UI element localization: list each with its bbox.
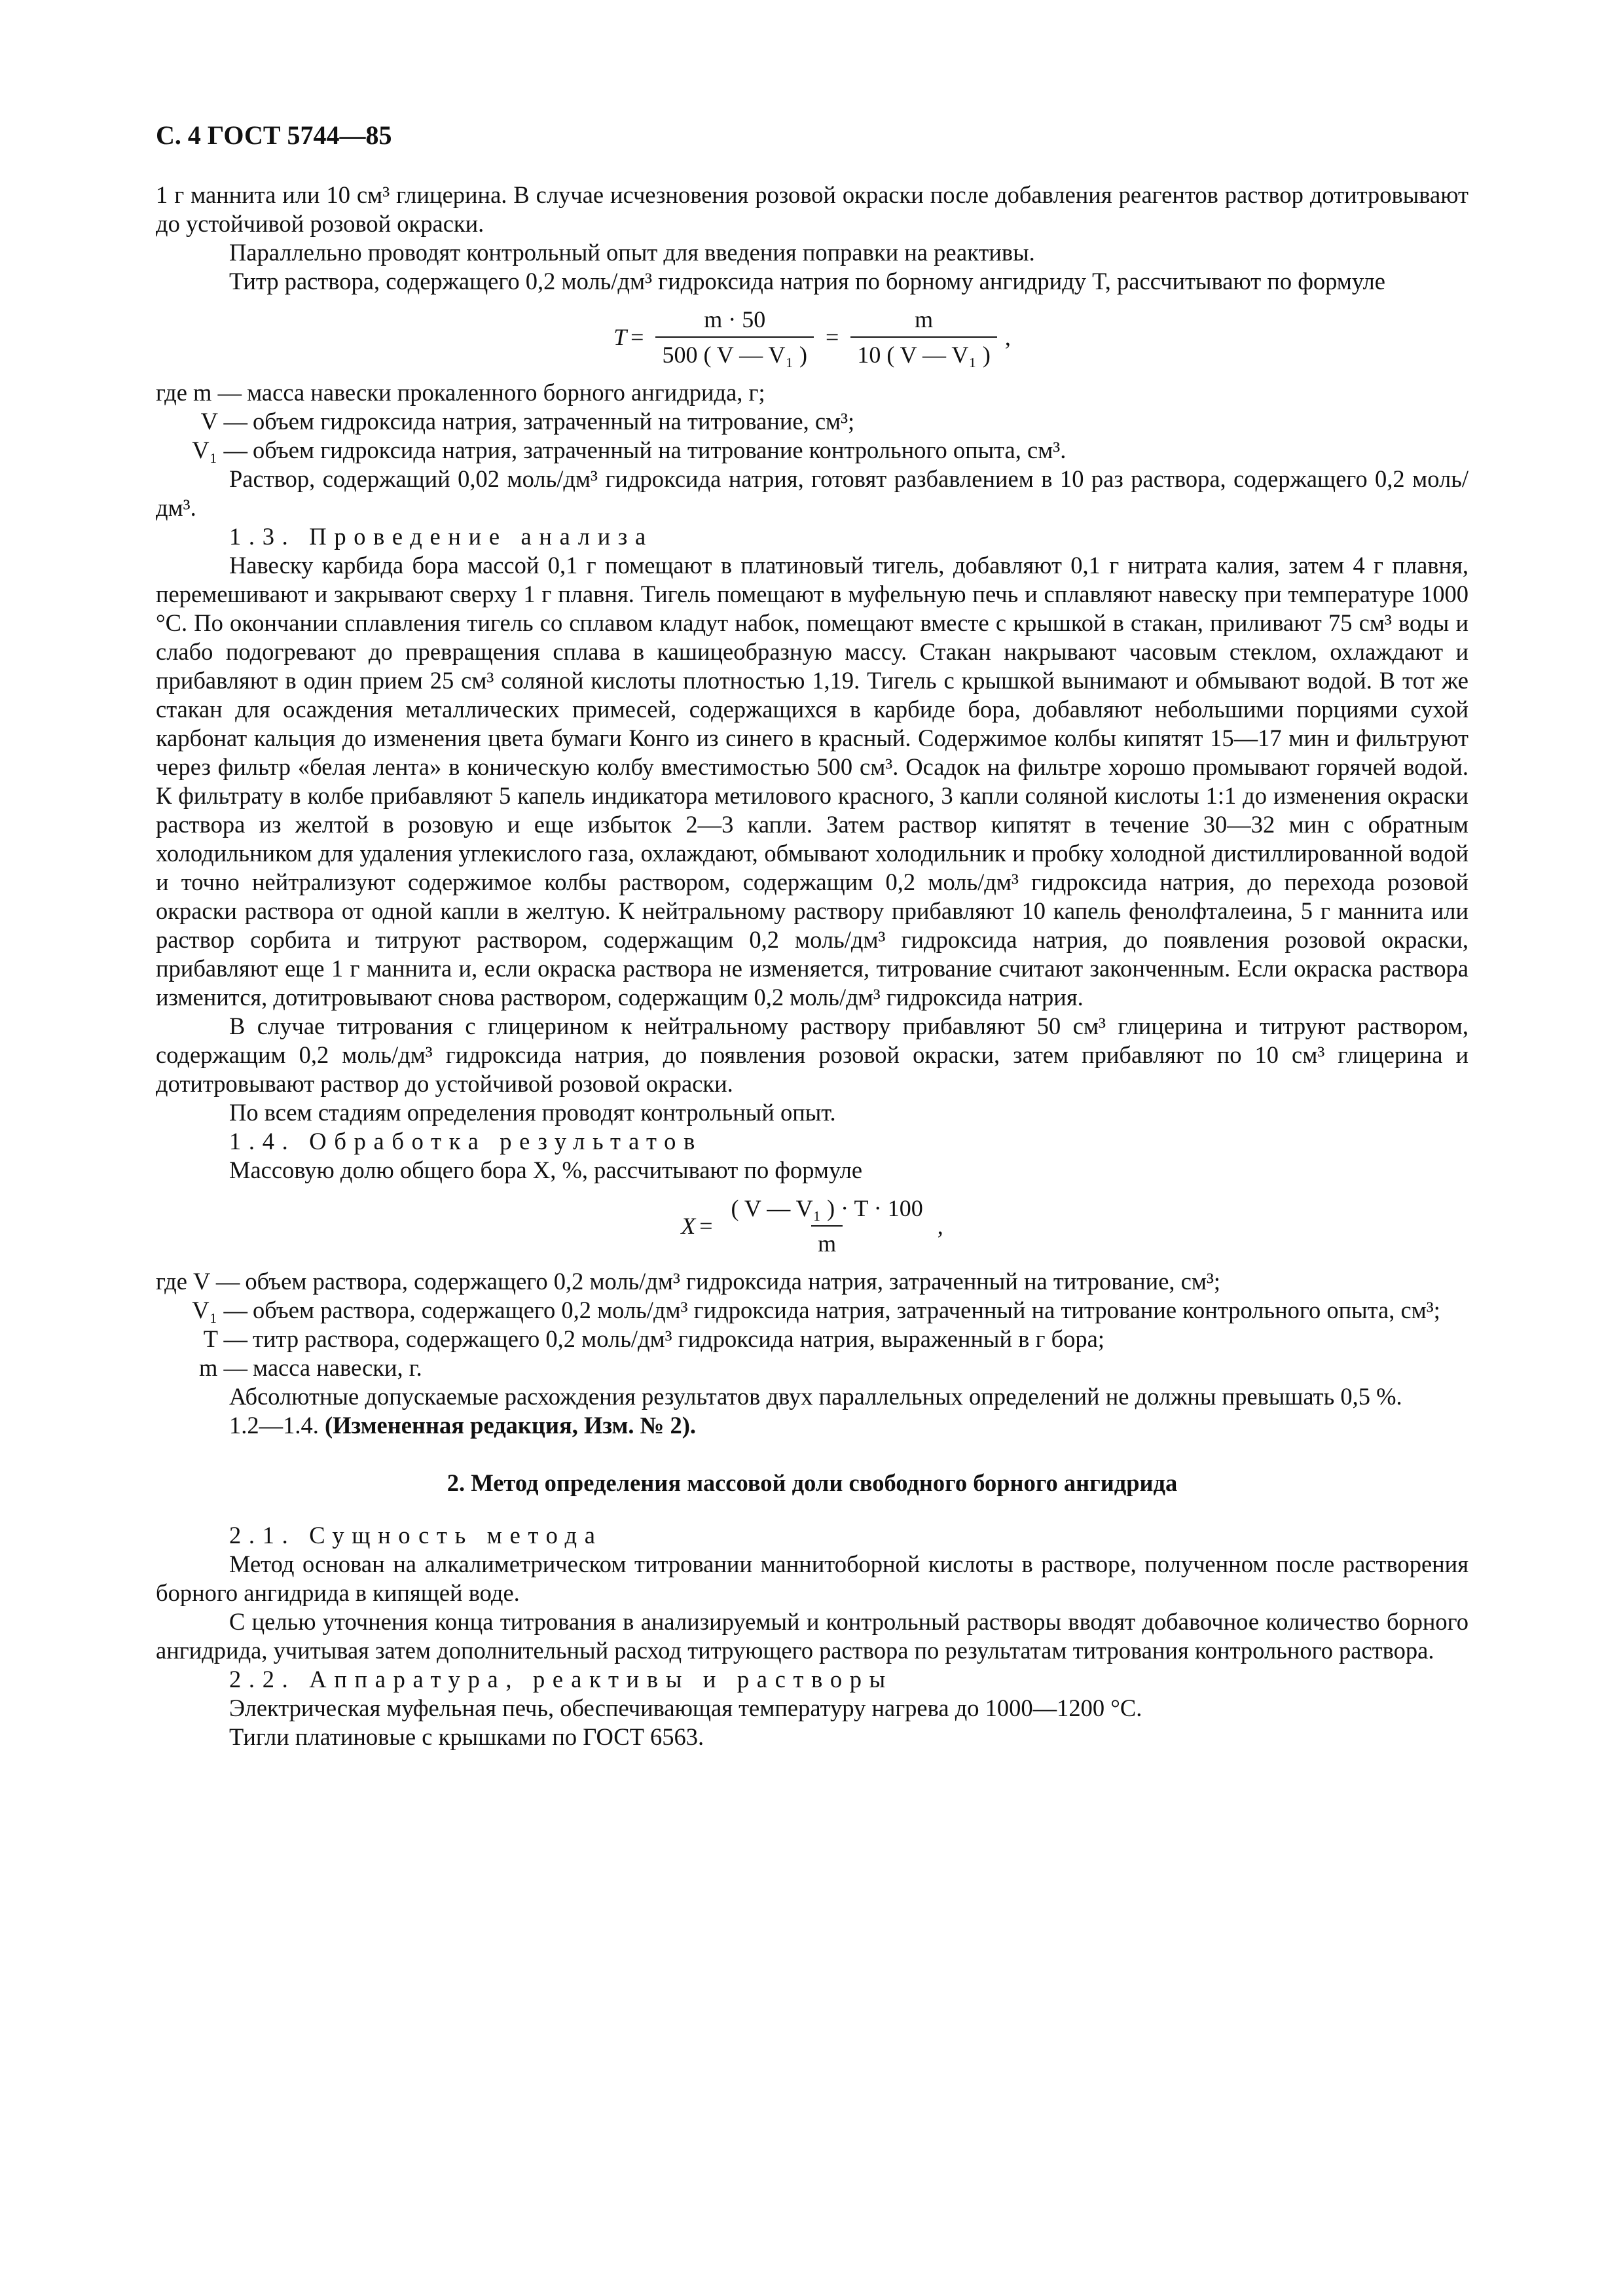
fraction-numerator: ( V — V₁ ) · T · 100 xyxy=(731,1195,923,1221)
fraction xyxy=(850,305,997,369)
equals-sign: = xyxy=(630,324,644,350)
paragraph: С целью уточнения конца титрования в анализируемый и контрольный растворы вводят добавочное количество борного ангидрида, учитывая затем дополнительный расход титрующего раствора по результатам титрования контрольного раствора. xyxy=(156,1608,1468,1664)
definition-key: V — xyxy=(200,408,247,435)
definition-item xyxy=(156,1354,1468,1382)
subsection-heading: 1.4. Обработка результатов xyxy=(229,1128,703,1155)
subsection-heading: 2.1. Сущность метода xyxy=(229,1522,603,1549)
subsection-heading: 1.3. Проведение анализа xyxy=(229,523,653,550)
paragraph: Навеску карбида бора массой 0,1 г помещают в платиновый тигель, добавляют 0,1 г нитрата калия, затем 4 г плавня, перемешивают и закрывают сверху 1 г плавня. Тигель помещают в муфельную печь и сплавляют навеску при температуре 1000 °С. По окончании сплавления тигель со сплавом кладут набок, помещают вместе с крышкой в стакан, приливают 75 см³ воды и слабо подогревают до превращения сплава в кашицеобразную массу. Стакан накрывают часовым стеклом, охлаждают и прибавляют в один прием 25 см³ соляной кислоты плотностью 1,19. Тигель с крышкой вынимают и обмывают водой. В тот же стакан для осаждения металлических примесей, содержащихся в карбиде бора, добавляют небольшими порциями сухой карбонат кальция до изменения цвета бумаги Конго из синего в красный. Содержимое колбы кипятят 15—17 мин и фильтруют через фильтр «белая лента» в коническую колбу вместимостью 500 см³. Осадок на фильтре хорошо промывают горячей водой. К фильтрату в колбе прибавляют 5 капель индикатора метилового красного, 3 капли соляной кислоты 1:1 до изменения окраски раствора из желтой в розовую и еще избыток 2—3 капли. Затем раствор кипятят в течение 30—32 мин с обратным холодильником для удаления углекислого газа, охлаждают, обмывают холодильник и пробку холодной дистиллированной водой и точно нейтрализуют содержимое колбы раствором, содержащим 0,2 моль/дм³ гидроксида натрия, до перехода розовой окраски раствора от одной капли в желтую. К нейтральному раствору прибавляют 10 капель фенолфталеина, 5 г маннита или раствор сорбита и титруют раствором, содержащим 0,2 моль/дм³ гидроксида натрия, до появления розовой окраски, прибавляют еще 1 г маннита и, если окраска раствора не изменяется, титрование считают законченным. Если окраска раствора изменится, дотитровывают снова раствором, содержащим 0,2 моль/дм³ гидроксида натрия. xyxy=(156,552,1468,1011)
definition-text: масса навески прокаленного борного ангидрида, г; xyxy=(247,379,765,406)
definition-item xyxy=(156,407,1468,436)
definition-item xyxy=(156,378,1468,407)
fraction xyxy=(725,1194,930,1258)
definition-item xyxy=(156,1267,1468,1296)
definition-key: m — xyxy=(198,1354,247,1381)
comma: , xyxy=(937,1213,943,1239)
comma: , xyxy=(1004,324,1011,350)
definition-key: V₁ — xyxy=(192,437,247,463)
equals-sign: = xyxy=(699,1213,713,1239)
paragraph: Метод основан на алкалиметрическом титровании маннитоборной кислоты в растворе, полученном после растворения борного ангидрида в кипящей воде. xyxy=(156,1551,1468,1606)
equals-sign: = xyxy=(826,324,839,350)
paragraph: Тигли платиновые с крышками по ГОСТ 6563. xyxy=(229,1723,704,1750)
definition-text: объем раствора, содержащего 0,2 моль/дм³ гидроксида натрия, затраченный на титрование контрольного опыта, см³; xyxy=(253,1297,1440,1323)
amendment-prefix: 1.2—1.4. xyxy=(229,1412,319,1439)
paragraph: Массовую долю общего бора X, %, рассчитывают по формуле xyxy=(229,1157,863,1183)
fraction-numerator: m xyxy=(915,306,934,332)
definition-text: масса навески, г. xyxy=(253,1354,422,1381)
definition-text: объем гидроксида натрия, затраченный на титрование контрольного опыта, см³. xyxy=(253,437,1067,463)
definition-text: объем гидроксида натрия, затраченный на титрование, см³; xyxy=(253,408,855,435)
paragraph: 1 г маннита или 10 см³ глицерина. В случае исчезновения розовой окраски после добавления реагентов раствор дотитровывают до устойчивой розовой окраски. xyxy=(156,181,1468,237)
formula-titre xyxy=(156,305,1468,369)
fraction-denominator: m xyxy=(811,1225,843,1258)
paragraph: В случае титрования с глицерином к нейтральному раствору прибавляют 50 см³ глицерина и титруют раствором, содержащим 0,2 моль/дм³ гидроксида натрия, до появления розовой окраски, затем прибавляют по 10 см³ глицерина и дотитровывают раствор до устойчивой розовой окраски. xyxy=(156,1013,1468,1097)
fraction-denominator: 500 ( V — V₁ ) xyxy=(655,336,814,369)
section-title: 2. Метод определения массовой доли свободного борного ангидрида xyxy=(447,1469,1178,1496)
paragraph: Параллельно проводят контрольный опыт для введения поправки на реактивы. xyxy=(229,239,1035,266)
formula-boron xyxy=(156,1194,1468,1258)
paragraph: Титр раствора, содержащего 0,2 моль/дм³ гидроксида натрия по борному ангидриду T, рассчитывают по формуле xyxy=(229,268,1385,295)
amendment-text: (Измененная редакция, Изм. № 2). xyxy=(325,1412,696,1439)
fraction-denominator: 10 ( V — V₁ ) xyxy=(850,336,997,369)
amendment-note xyxy=(156,1411,1468,1440)
formula-lhs: X xyxy=(681,1213,696,1239)
definition-key: где m — xyxy=(156,379,242,406)
definition-item xyxy=(156,1325,1468,1354)
document-page xyxy=(156,119,1468,1751)
page-header: С. 4 ГОСТ 5744—85 xyxy=(156,120,392,150)
subsection-heading: 2.2. Аппаратура, реактивы и растворы xyxy=(229,1666,893,1693)
paragraph: Абсолютные допускаемые расхождения результатов двух параллельных определений не должны превышать 0,5 %. xyxy=(229,1383,1402,1410)
definition-item xyxy=(156,436,1468,465)
definition-text: титр раствора, содержащего 0,2 моль/дм³ гидроксида натрия, выраженный в г бора; xyxy=(253,1325,1105,1352)
fraction xyxy=(655,305,814,369)
definition-item xyxy=(156,1296,1468,1325)
paragraph: По всем стадиям определения проводят контрольный опыт. xyxy=(229,1099,836,1126)
fraction-numerator: m · 50 xyxy=(704,306,766,332)
definition-key: V₁ — xyxy=(192,1297,247,1323)
definition-key: где V — xyxy=(156,1268,240,1295)
definition-key: T — xyxy=(203,1325,247,1352)
definition-text: объем раствора, содержащего 0,2 моль/дм³ гидроксида натрия, затраченный на титрование, см³; xyxy=(245,1268,1221,1295)
formula-lhs: T xyxy=(613,324,627,350)
paragraph: Электрическая муфельная печь, обеспечивающая температуру нагрева до 1000—1200 °С. xyxy=(229,1695,1142,1721)
paragraph: Раствор, содержащий 0,02 моль/дм³ гидроксида натрия, готовят разбавлением в 10 раз раствора, содержащего 0,2 моль/дм³. xyxy=(156,465,1468,521)
